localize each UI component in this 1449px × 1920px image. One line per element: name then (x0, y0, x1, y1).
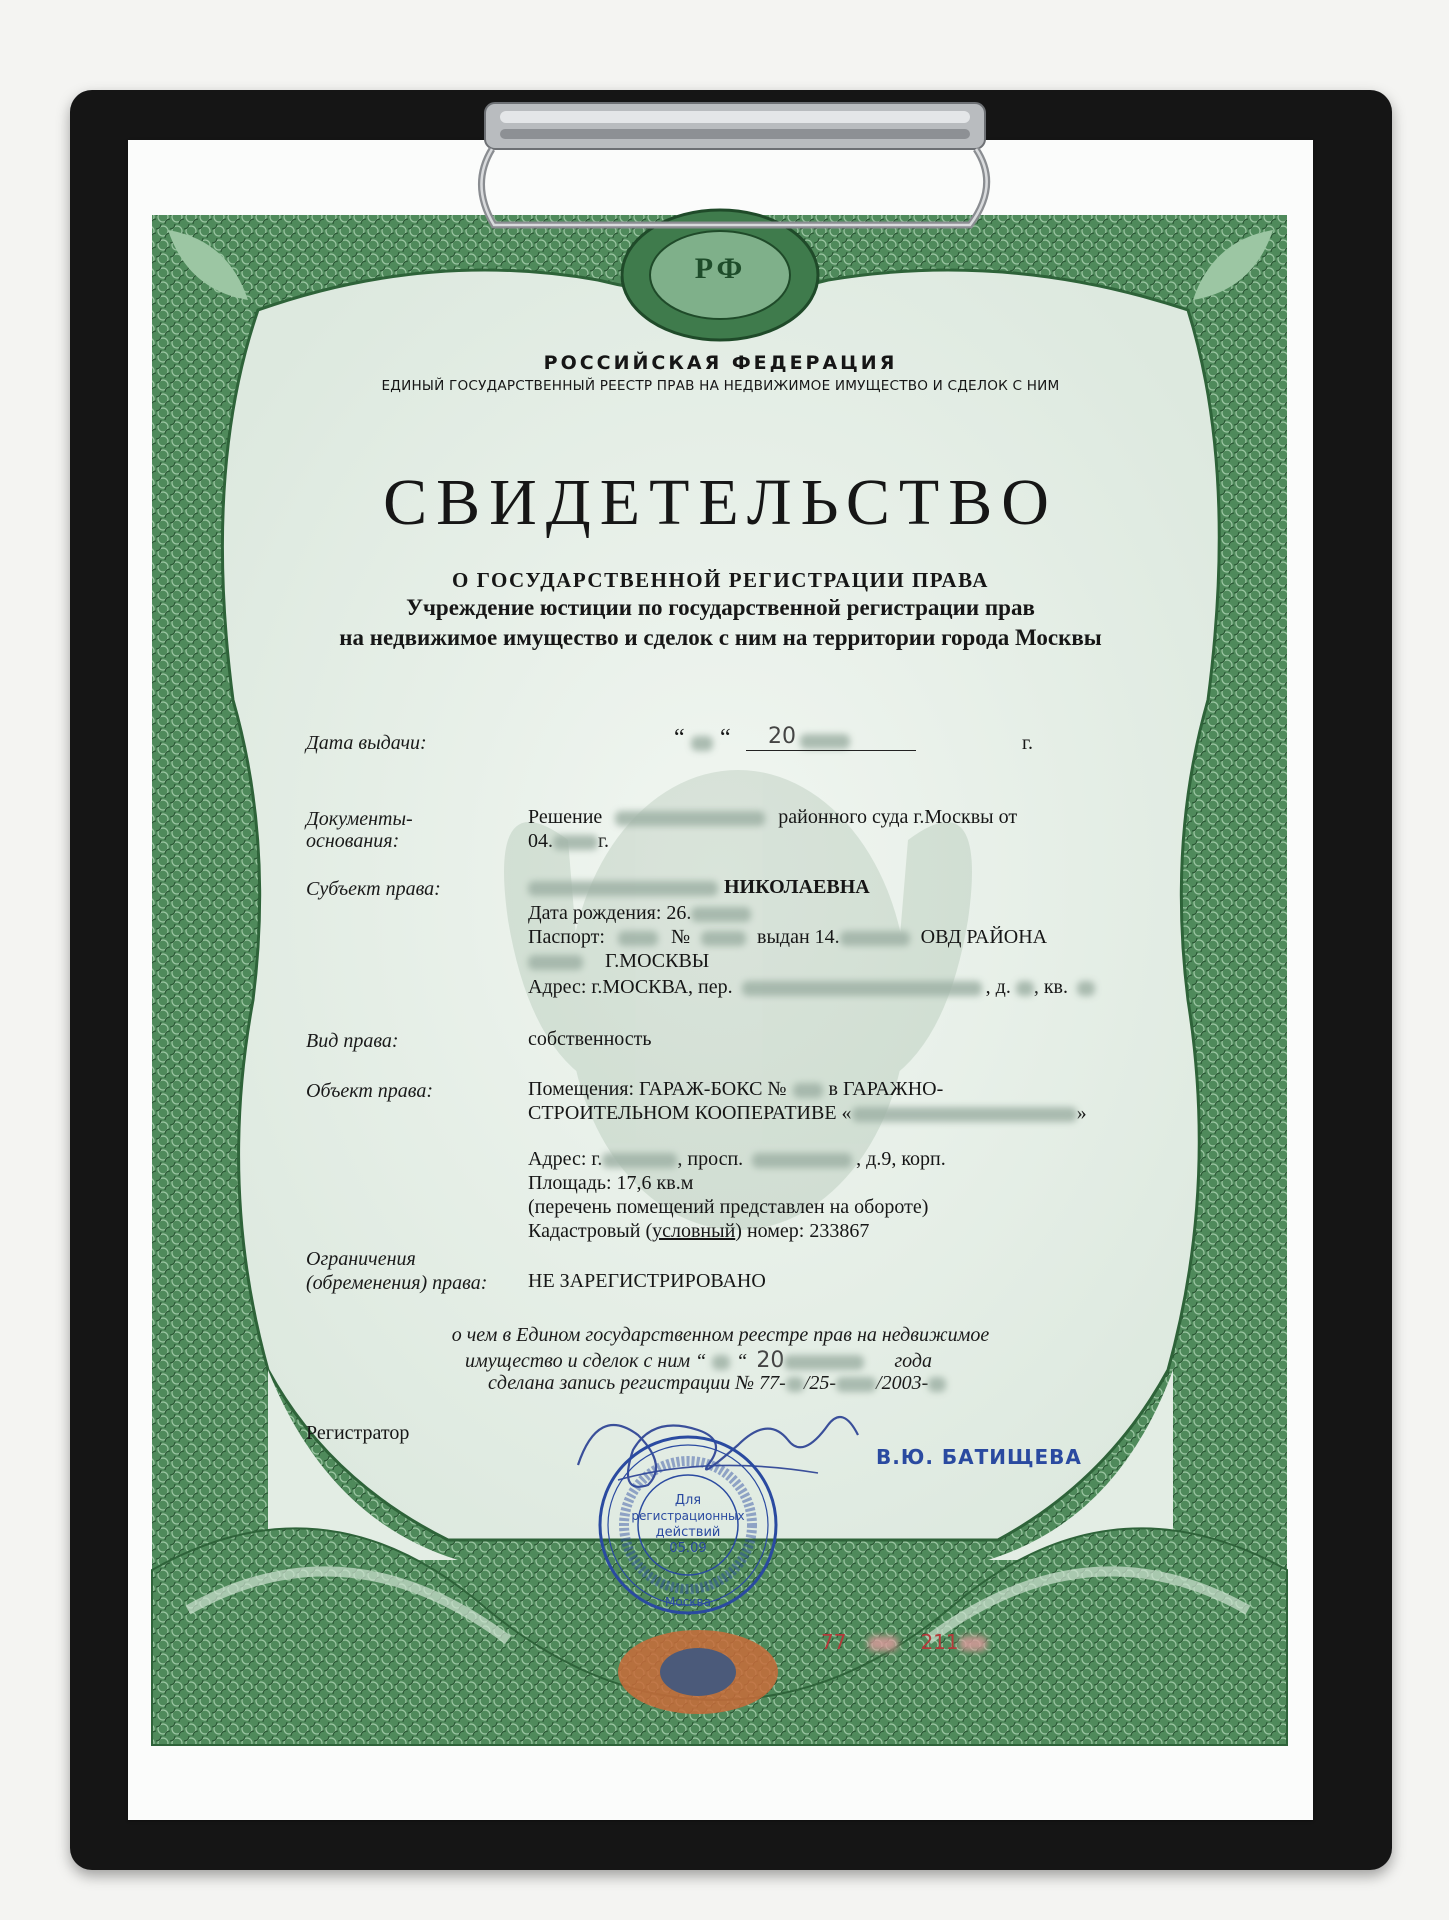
documents-date (528, 830, 609, 853)
subject-birth-label: Дата рождения: 26. (528, 902, 692, 924)
documents-date-suffix: г. (598, 830, 609, 852)
issue-year-prefix: 20 (768, 724, 796, 749)
cadastral-conditional: условный (652, 1220, 736, 1242)
record-line-3 (488, 1372, 946, 1395)
object-address-building: , корп. (891, 1148, 946, 1170)
issue-date-label: Дата выдачи: (306, 732, 427, 754)
certificate-page (128, 140, 1313, 1820)
object-cooperative: СТРОИТЕЛЬНОМ КООПЕРАТИВЕ « (528, 1102, 852, 1124)
object-label: Объект права: (306, 1080, 434, 1102)
registrar-name-stamp: В.Ю. БАТИЩЕВА (876, 1445, 1082, 1469)
registration-seal (593, 1430, 783, 1620)
issue-day-redacted (691, 734, 713, 752)
serial-region: 77 (821, 1630, 847, 1654)
subject-label: Субъект права: (306, 878, 441, 900)
object-area: Площадь: 17,6 кв.м (528, 1172, 694, 1194)
seal-line-2: регистрационных (631, 1509, 745, 1523)
record-date-open: имущество и сделок с ним “ (465, 1350, 707, 1372)
record-number-mid: /25- (803, 1372, 837, 1394)
documents-label-1: Документы- (306, 808, 413, 830)
issue-date-underline (746, 750, 916, 751)
object-address-house: , д.9 (856, 1148, 892, 1170)
passport-ovd: ОВД РАЙОНА (920, 926, 1048, 948)
subject-passport (528, 926, 1047, 949)
record-year-word: года (894, 1350, 932, 1372)
documents-date-prefix: 04. (528, 830, 553, 852)
restrictions-label-2: (обременения) права: (306, 1272, 488, 1294)
subject-district (528, 950, 709, 973)
right-type-label: Вид права: (306, 1030, 399, 1052)
object-address-city: Адрес: г. (528, 1148, 603, 1170)
seal-line-1: Для (674, 1493, 702, 1508)
registry-heading: ЕДИНЫЙ ГОСУДАРСТВЕННЫЙ РЕЕСТР ПРАВ НА НЕДВИЖИМОЕ ИМУЩЕСТВО И СДЕЛОК С НИМ (381, 378, 1060, 394)
address-label: Адрес: г.МОСКВА, пер. (528, 976, 733, 998)
institution-line-1: Учреждение юстиции по государственной регистрации прав (406, 595, 1035, 620)
right-type-value: собственность (528, 1028, 652, 1050)
record-number-year: /2003- (876, 1372, 929, 1394)
subject-name-redacted (528, 881, 718, 896)
serial-number (821, 1630, 987, 1654)
issue-date-quote-open: “ (674, 725, 685, 751)
serial-number-visible: 211 (920, 1630, 959, 1654)
passport-label: Паспорт: (528, 926, 605, 948)
record-number-prefix: сделана запись регистрации № 77- (488, 1372, 786, 1394)
issue-date-suffix: г. (1022, 732, 1033, 754)
record-line-1: о чем в Едином государственном реестре прав на недвижимое (451, 1324, 990, 1346)
documents-decision-word: Решение (528, 806, 603, 828)
documents-text (528, 806, 1017, 829)
address-flat: , кв. (1033, 976, 1068, 998)
subject-birth (528, 902, 751, 925)
address-house: , д. (985, 976, 1011, 998)
restrictions-label-1: Ограничения (306, 1248, 416, 1270)
object-address (528, 1148, 946, 1171)
document-subtitle: О ГОСУДАРСТВЕННОЙ РЕГИСТРАЦИИ ПРАВА (452, 568, 989, 592)
record-line-2 (465, 1348, 932, 1373)
documents-label-2: основания: (306, 830, 400, 852)
seal-line-3: действий (655, 1525, 721, 1540)
passport-number-sign: № (670, 926, 691, 948)
record-year-prefix: 20 (756, 1348, 785, 1373)
restrictions-value: НЕ ЗАРЕГИСТРИРОВАНО (528, 1270, 766, 1292)
cadastral-number: ) номер: 233867 (735, 1220, 870, 1242)
subject-name (528, 876, 870, 899)
documents-court-text: районного суда г.Москвы от (778, 806, 1018, 828)
cadastral-label: Кадастровый ( (528, 1220, 653, 1242)
document-title: СВИДЕТЕЛЬСТВО (383, 466, 1058, 539)
object-line-2 (528, 1102, 1087, 1125)
object-note: (перечень помещений представлен на обороте) (528, 1196, 929, 1218)
registrar-label: Регистратор (306, 1422, 410, 1444)
emblem-monogram: РФ (694, 252, 747, 285)
object-cooperative-end: » (1076, 1102, 1087, 1124)
institution-line-2: на недвижимое имущество и сделок с ним на территории города Москвы (339, 625, 1102, 650)
object-premises: Помещения: ГАРАЖ-БОКС № (528, 1078, 787, 1100)
subject-address (528, 976, 1095, 999)
court-name-redacted (615, 811, 765, 826)
subject-patronymic: НИКОЛАЕВНА (724, 876, 870, 898)
object-cooperative-start: в ГАРАЖНО- (828, 1078, 944, 1100)
issue-date-quote-close: “ (720, 725, 731, 751)
object-line-1 (528, 1078, 943, 1101)
object-cadastral (528, 1220, 869, 1243)
record-date-close: “ (736, 1350, 748, 1372)
seal-city: Москва (665, 1595, 711, 1609)
object-address-avenue: , просп. (677, 1148, 744, 1170)
issue-year-redacted (800, 732, 850, 750)
seal-line-4: 05.09 (669, 1541, 707, 1556)
passport-city: Г.МОСКВЫ (605, 950, 710, 972)
country-heading: РОССИЙСКАЯ ФЕДЕРАЦИЯ (543, 352, 898, 374)
clipboard-clip (470, 95, 1000, 237)
passport-issued: выдан 14. (757, 926, 840, 948)
